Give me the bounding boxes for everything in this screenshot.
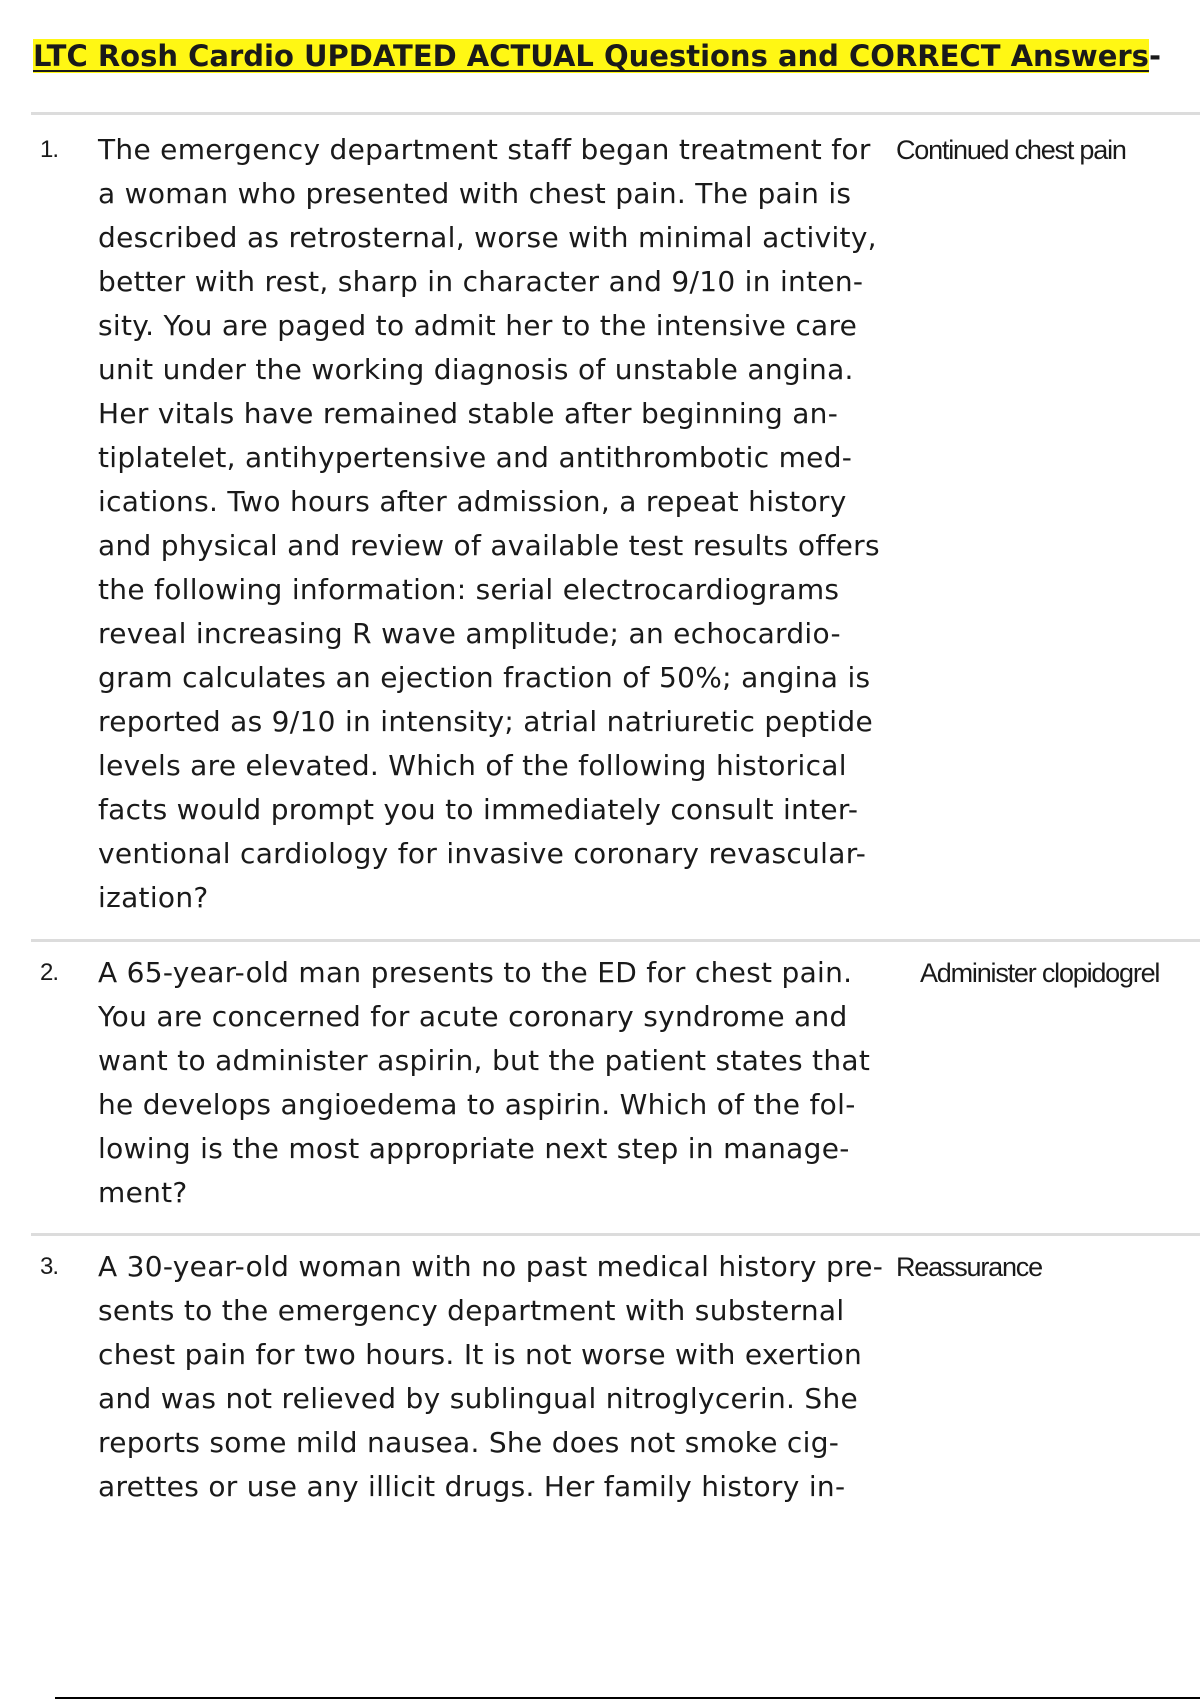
question-line: reports some mild nausea. She does not smoke cig-: [98, 1426, 840, 1459]
question-number: 2.: [40, 959, 59, 986]
document-title-highlight: LTC Rosh Cardio UPDATED ACTUAL Questions and CORRECT Answers: [33, 39, 1149, 73]
question-line: reported as 9/10 in intensity; atrial natriuretic peptide: [98, 705, 873, 738]
question-line: arettes or use any illicit drugs. Her family history in-: [98, 1470, 846, 1503]
question-line: a woman who presented with chest pain. The pain is: [98, 177, 852, 210]
question-line: described as retrosternal, worse with minimal activity,: [98, 221, 877, 254]
question-line: sents to the emergency department with substernal: [98, 1294, 845, 1327]
question-line: ization?: [98, 881, 209, 914]
question-number: 3.: [40, 1253, 59, 1280]
question-line: the following information: serial electrocardiograms: [98, 573, 840, 606]
question-line: The emergency department staff began treatment for: [98, 133, 871, 166]
question-line: Her vitals have remained stable after beginning an-: [98, 397, 839, 430]
document-title: [33, 36, 1161, 76]
document-title-suffix: -: [1148, 39, 1161, 73]
question-line: lowing is the most appropriate next step in manage-: [98, 1132, 850, 1165]
question-line: gram calculates an ejection fraction of 50%; angina is: [98, 661, 871, 694]
question-text: [98, 951, 913, 1215]
question-text: [98, 1245, 913, 1509]
question-line: unit under the working diagnosis of unstable angina.: [98, 353, 854, 386]
question-line: and physical and review of available test results offers: [98, 529, 880, 562]
answer-text: Reassurance: [896, 1252, 1042, 1282]
section-divider: [31, 112, 1200, 115]
question-line: tiplatelet, antihypertensive and antithrombotic med-: [98, 441, 853, 474]
page-footer-rule: [55, 1697, 1200, 1699]
section-divider: [31, 939, 1200, 942]
question-line: better with rest, sharp in character and 9/10 in inten-: [98, 265, 864, 298]
question-line: reveal increasing R wave amplitude; an echocardio-: [98, 617, 841, 650]
section-divider: [31, 1233, 1200, 1236]
question-line: sity. You are paged to admit her to the intensive care: [98, 309, 858, 342]
question-line: ment?: [98, 1176, 188, 1209]
question-line: A 65-year-old man presents to the ED for chest pain.: [98, 956, 853, 989]
question-line: levels are elevated. Which of the following historical: [98, 749, 847, 782]
question-line: he develops angioedema to aspirin. Which of the fol-: [98, 1088, 856, 1121]
question-text: [98, 128, 913, 920]
answer-text: Continued chest pain: [896, 135, 1126, 165]
question-line: ventional cardiology for invasive coronary revascular-: [98, 837, 867, 870]
question-line: want to administer aspirin, but the patient states that: [98, 1044, 871, 1077]
question-line: ications. Two hours after admission, a repeat history: [98, 485, 847, 518]
question-line: A 30-year-old woman with no past medical history pre-: [98, 1250, 884, 1283]
question-number: 1.: [40, 136, 59, 163]
question-line: chest pain for two hours. It is not worse with exertion: [98, 1338, 863, 1371]
answer-text: Administer clopidogrel: [920, 958, 1160, 988]
question-line: facts would prompt you to immediately consult inter-: [98, 793, 859, 826]
question-line: and was not relieved by sublingual nitroglycerin. She: [98, 1382, 859, 1415]
question-line: You are concerned for acute coronary syndrome and: [98, 1000, 848, 1033]
